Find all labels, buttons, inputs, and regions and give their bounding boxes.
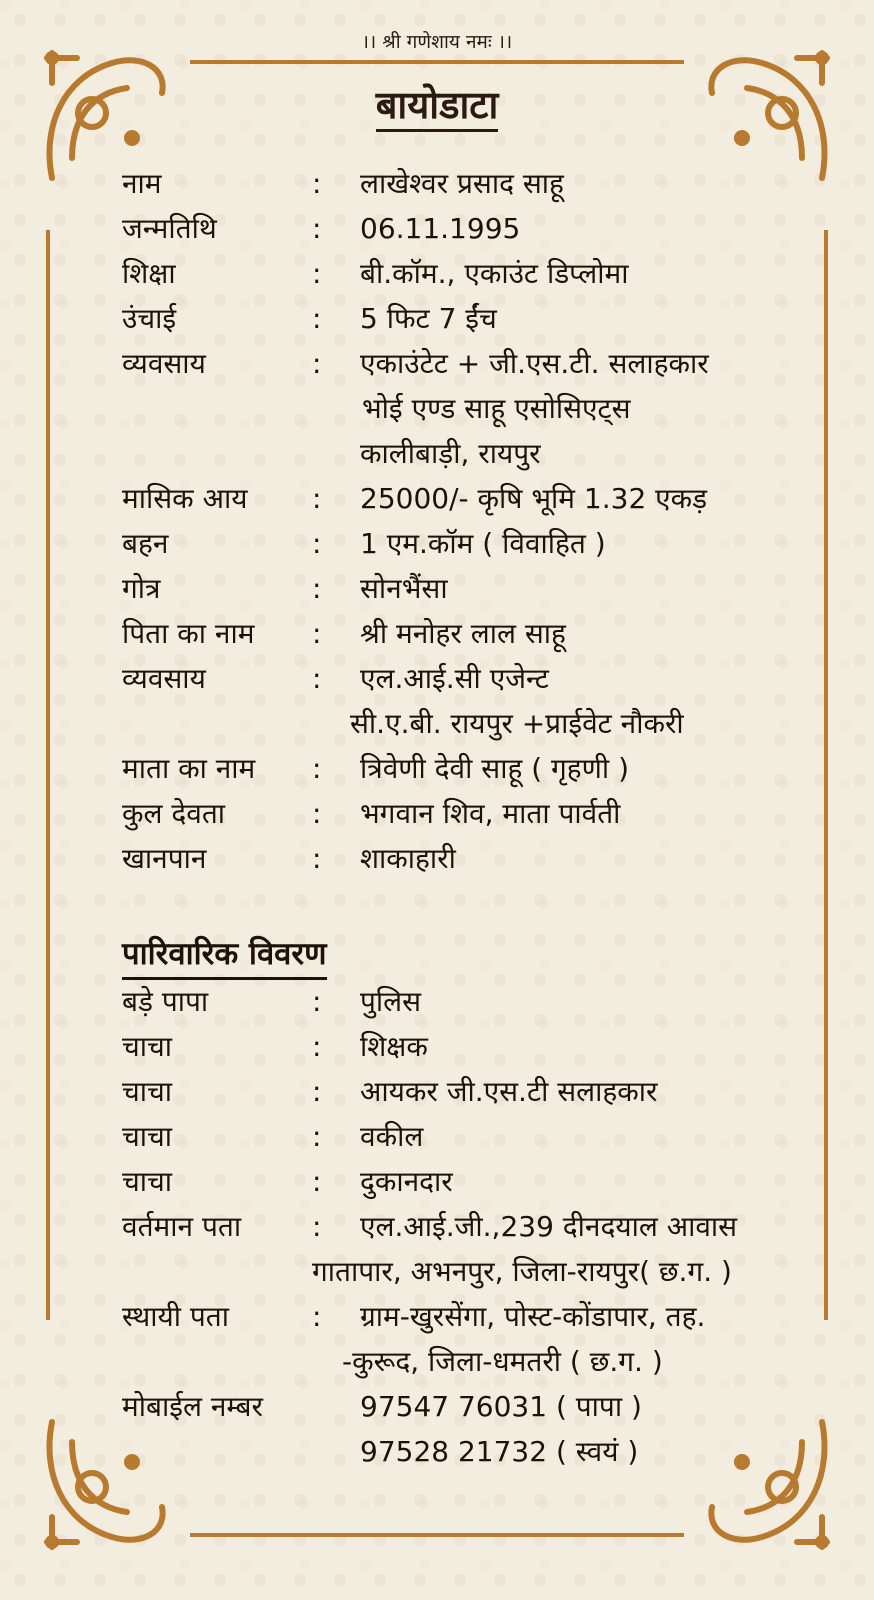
- family-section-heading: पारिवारिक विवरण: [122, 932, 327, 980]
- right-border: [824, 230, 828, 1320]
- detail-value-continued: भोई एण्ड साहू एसोसिएट्स: [362, 392, 631, 425]
- corner-ornament-bottom-left-icon: [32, 1412, 182, 1562]
- detail-value: एल.आई.सी एजेन्ट: [360, 662, 549, 695]
- detail-value-continued: सी.ए.बी. रायपुर +प्राईवेट नौकरी: [350, 707, 684, 740]
- invocation-text: ।। श्री गणेशाय नमः ।।: [361, 31, 513, 53]
- detail-value: 1 एम.कॉम ( विवाहित ): [360, 527, 606, 560]
- family-label: चाचा: [122, 1120, 173, 1153]
- family-value: ग्राम-खुरसेंगा, पोस्ट-कोंडापार, तह.: [360, 1300, 706, 1333]
- colon-separator: :: [312, 662, 322, 695]
- detail-value: 06.11.1995: [360, 212, 521, 245]
- family-value: एल.आई.जी.,239 दीनदयाल आवास: [360, 1210, 738, 1243]
- colon-separator: :: [312, 1165, 322, 1198]
- colon-separator: :: [312, 1300, 322, 1333]
- detail-label: पिता का नाम: [122, 617, 255, 650]
- detail-label: बहन: [122, 527, 169, 560]
- colon-separator: :: [312, 212, 322, 245]
- detail-label: व्यवसाय: [122, 662, 206, 695]
- detail-label: उंचाई: [122, 302, 177, 335]
- colon-separator: :: [312, 842, 322, 875]
- colon-separator: :: [312, 1030, 322, 1063]
- colon-separator: :: [312, 1120, 322, 1153]
- family-label: चाचा: [122, 1030, 173, 1063]
- family-label: चाचा: [122, 1075, 173, 1108]
- detail-label: जन्मतिथि: [122, 212, 217, 245]
- colon-separator: :: [312, 302, 322, 335]
- colon-separator: :: [312, 985, 322, 1018]
- top-border: [190, 60, 684, 64]
- colon-separator: :: [312, 1210, 322, 1243]
- detail-value: श्री मनोहर लाल साहू: [360, 617, 566, 650]
- detail-label: नाम: [122, 167, 162, 200]
- detail-value: भगवान शिव, माता पार्वती: [360, 797, 621, 830]
- colon-separator: :: [312, 797, 322, 830]
- family-label: चाचा: [122, 1165, 173, 1198]
- detail-label: गोत्र: [122, 572, 161, 605]
- detail-label: व्यवसाय: [122, 347, 206, 380]
- family-value: दुकानदार: [360, 1165, 453, 1198]
- family-value: पुलिस: [360, 985, 422, 1018]
- detail-value: बी.कॉम., एकाउंट डिप्लोमा: [360, 257, 629, 290]
- colon-separator: :: [312, 1075, 322, 1108]
- detail-value-continued: कालीबाड़ी, रायपुर: [360, 437, 541, 470]
- detail-label: मासिक आय: [122, 482, 248, 515]
- family-value: 97547 76031 ( पापा ): [360, 1390, 642, 1423]
- family-label: स्थायी पता: [122, 1300, 229, 1333]
- left-border: [46, 230, 50, 1320]
- detail-value: एकाउंटेट + जी.एस.टी. सलाहकार: [360, 347, 709, 380]
- detail-value: त्रिवेणी देवी साहू ( गृहणी ): [360, 752, 629, 785]
- colon-separator: :: [312, 527, 322, 560]
- colon-separator: :: [312, 482, 322, 515]
- colon-separator: :: [312, 167, 322, 200]
- colon-separator: :: [312, 257, 322, 290]
- detail-value: 25000/- कृषि भूमि 1.32 एकड़: [360, 482, 708, 515]
- page-title: [0, 78, 874, 130]
- detail-label: माता का नाम: [122, 752, 256, 785]
- family-value: आयकर जी.एस.टी सलाहकार: [360, 1075, 658, 1108]
- family-label: मोबाईल नम्बर: [122, 1390, 263, 1423]
- detail-label: खानपान: [122, 842, 207, 875]
- family-value-continued: 97528 21732 ( स्वयं ): [360, 1435, 639, 1468]
- detail-value: लाखेश्वर प्रसाद साहू: [360, 167, 564, 200]
- colon-separator: :: [312, 347, 322, 380]
- detail-value: सोनभैंसा: [360, 572, 448, 605]
- detail-label: शिक्षा: [122, 257, 176, 290]
- family-label: वर्तमान पता: [122, 1210, 242, 1243]
- colon-separator: :: [312, 617, 322, 650]
- corner-ornament-bottom-right-icon: [692, 1412, 842, 1562]
- family-value-continued: -कुरूद, जिला-धमतरी ( छ.ग. ): [342, 1345, 663, 1378]
- detail-value: शाकाहारी: [360, 842, 456, 875]
- family-value: शिक्षक: [360, 1030, 428, 1063]
- detail-label: कुल देवता: [122, 797, 226, 830]
- colon-separator: :: [312, 752, 322, 785]
- detail-value: 5 फिट 7 ईंच: [360, 302, 497, 335]
- bottom-border: [190, 1533, 684, 1537]
- family-label: बड़े पापा: [122, 985, 209, 1018]
- colon-separator: :: [312, 572, 322, 605]
- family-value: वकील: [360, 1120, 424, 1153]
- page-title-text: बायोडाटा: [376, 83, 499, 132]
- family-value-continued: गातापार, अभनपुर, जिला-रायपुर( छ.ग. ): [312, 1255, 732, 1288]
